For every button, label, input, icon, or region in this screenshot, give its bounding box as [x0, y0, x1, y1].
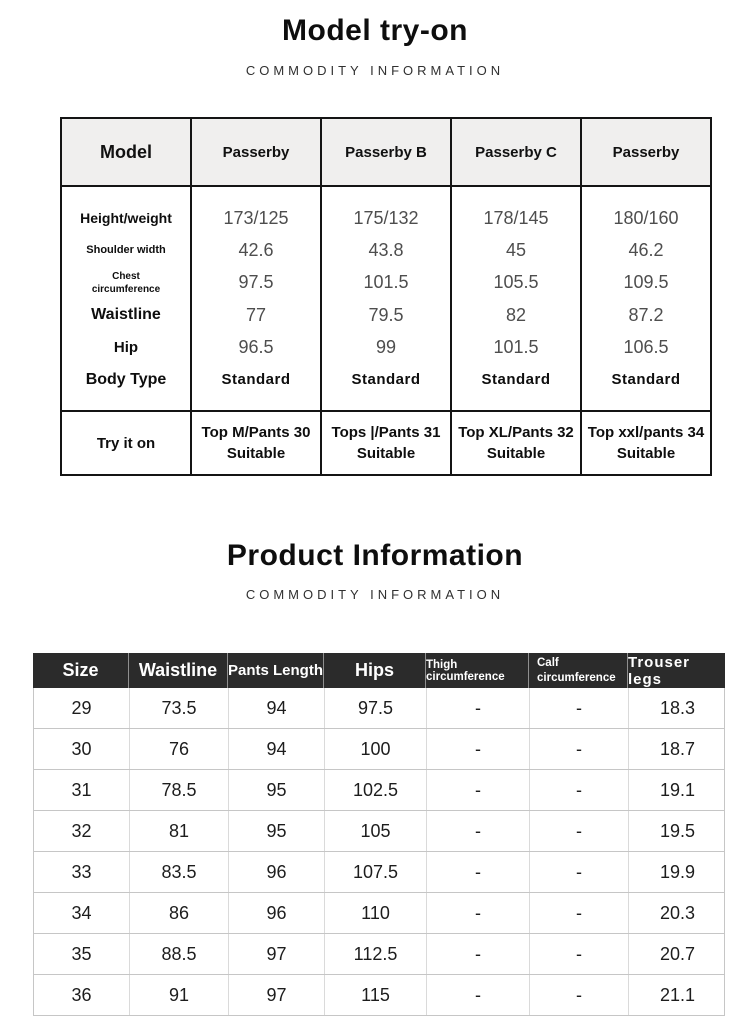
size-table-cell: 32 — [71, 820, 92, 841]
model-row-label: Hip — [113, 338, 139, 356]
size-table-cell: - — [426, 811, 529, 851]
size-table-cell: - — [426, 975, 529, 1015]
model-tryon-table-header — [62, 119, 710, 185]
model-value: 99 — [375, 336, 397, 357]
tryon-value-line: Top XL/Pants 32 — [458, 424, 574, 441]
tryon-value-cell — [450, 412, 580, 474]
size-table-cell: - — [529, 975, 628, 1015]
size-table-cell: 33 — [71, 861, 92, 882]
size-table-cell: 19.5 — [628, 811, 726, 851]
model-value: 105.5 — [493, 272, 539, 293]
size-table-cell: - — [529, 934, 628, 974]
model-value: 87.2 — [628, 304, 664, 325]
size-table-cell: 73.5 — [129, 688, 228, 728]
size-header-cell: Waistline — [128, 653, 227, 688]
model-header-cell: Passerby C — [450, 119, 580, 185]
size-table-row — [33, 893, 725, 934]
tryon-value-line: Top xxl/pants 34 — [587, 424, 705, 441]
model-row-label: Waistline — [91, 306, 161, 324]
model-value: 45 — [505, 239, 527, 260]
size-table-cell: - — [426, 893, 529, 933]
size-table-cell: 100 — [324, 729, 426, 769]
model-value: 46.2 — [628, 239, 664, 260]
size-table-cell: 115 — [324, 975, 426, 1015]
size-table-cell: 35 — [71, 943, 92, 964]
size-table-cell: - — [426, 770, 529, 810]
model-row-label: Height/weight — [80, 210, 172, 227]
size-table-cell: 19.1 — [628, 770, 726, 810]
size-table-row — [33, 975, 725, 1016]
model-value-column — [450, 187, 580, 410]
tryon-value-cell — [190, 412, 320, 474]
size-table-cell: 21.1 — [628, 975, 726, 1015]
size-table-cell: - — [426, 934, 529, 974]
model-value: 79.5 — [368, 304, 404, 325]
size-table-cell: - — [529, 811, 628, 851]
model-value: 178/145 — [483, 207, 549, 228]
size-table-cell: 86 — [129, 893, 228, 933]
size-table-cell: - — [529, 688, 628, 728]
size-table-cell: 76 — [129, 729, 228, 769]
model-tryon-title: Model try-on — [282, 14, 468, 47]
model-value-column — [580, 187, 710, 410]
size-header-cell: Trouser legs — [627, 653, 725, 688]
tryon-value-line: Suitable — [356, 445, 416, 462]
model-value: 101.5 — [493, 336, 539, 357]
size-chart-table — [33, 653, 725, 1016]
size-table-cell: 105 — [324, 811, 426, 851]
product-info-title: Product Information — [226, 539, 524, 572]
size-table-cell: 81 — [129, 811, 228, 851]
size-table-cell: 20.7 — [628, 934, 726, 974]
size-table-cell: 97 — [228, 975, 324, 1015]
size-table-cell: 95 — [228, 770, 324, 810]
size-table-cell: 94 — [228, 729, 324, 769]
model-label-column — [62, 187, 190, 410]
size-table-cell: 30 — [71, 738, 92, 759]
size-header-cell: Pants Length — [227, 653, 323, 688]
model-row-label: Chest circumference — [91, 270, 161, 295]
size-table-row — [33, 852, 725, 893]
size-table-cell: 78.5 — [129, 770, 228, 810]
size-table-cell: 94 — [228, 688, 324, 728]
model-row-label: Body Type — [85, 370, 167, 388]
size-table-cell: 91 — [129, 975, 228, 1015]
model-header-cell: Passerby — [580, 119, 710, 185]
size-table-row — [33, 729, 725, 770]
size-table-cell: - — [529, 852, 628, 892]
size-table-cell: 18.7 — [628, 729, 726, 769]
size-table-cell: 95 — [228, 811, 324, 851]
tryon-value-line: Top M/Pants 30 — [201, 424, 311, 441]
model-value-column — [190, 187, 320, 410]
model-value: 43.8 — [368, 239, 404, 260]
size-table-cell: 36 — [71, 984, 92, 1005]
size-chart-header — [33, 653, 725, 688]
size-table-cell: 96 — [228, 893, 324, 933]
size-table-row — [33, 688, 725, 729]
size-table-cell: - — [426, 852, 529, 892]
model-value: 109.5 — [623, 272, 669, 293]
size-chart-body — [33, 688, 725, 1016]
size-table-cell: 112.5 — [324, 934, 426, 974]
model-value: 42.6 — [238, 239, 274, 260]
size-table-cell: 83.5 — [129, 852, 228, 892]
model-value: 97.5 — [238, 272, 274, 293]
model-header-cell: Passerby B — [320, 119, 450, 185]
size-table-cell: 34 — [71, 902, 92, 923]
size-table-cell: - — [426, 688, 529, 728]
tryon-row-label: Try it on — [96, 434, 156, 452]
model-tryon-table — [60, 117, 712, 476]
size-table-row — [33, 811, 725, 852]
size-table-cell: 102.5 — [324, 770, 426, 810]
model-value: Standard — [611, 371, 681, 389]
size-table-row — [33, 770, 725, 811]
tryon-value-line: Suitable — [616, 445, 676, 462]
size-table-cell: 31 — [71, 779, 92, 800]
model-row-label: Shoulder width — [86, 244, 166, 257]
tryon-value-line: Tops |/Pants 31 — [331, 424, 441, 441]
model-header-cell: Passerby — [190, 119, 320, 185]
size-table-cell: 97 — [228, 934, 324, 974]
model-value: Standard — [221, 371, 291, 389]
model-header-cell-model: Model — [100, 141, 152, 162]
size-table-cell: 19.9 — [628, 852, 726, 892]
model-value: 77 — [245, 304, 267, 325]
size-header-cell: Thigh circumference — [425, 653, 528, 688]
tryon-value-line: Suitable — [226, 445, 286, 462]
size-table-cell: - — [529, 893, 628, 933]
model-value: Standard — [481, 371, 551, 389]
size-table-cell: 88.5 — [129, 934, 228, 974]
model-value: 106.5 — [623, 336, 669, 357]
tryon-value-cell — [580, 412, 710, 474]
tryon-value-cell — [320, 412, 450, 474]
size-table-cell: 107.5 — [324, 852, 426, 892]
model-value: 175/132 — [353, 207, 419, 228]
tryon-value-line: Suitable — [486, 445, 546, 462]
model-value: 96.5 — [238, 336, 274, 357]
size-table-cell: 96 — [228, 852, 324, 892]
size-table-row — [33, 934, 725, 975]
size-table-cell: - — [529, 729, 628, 769]
size-header-cell: Calf circumference — [528, 653, 627, 688]
model-tryon-table-body — [62, 185, 710, 410]
model-value: 101.5 — [363, 272, 409, 293]
product-info-subtitle: COMMODITY INFORMATION — [245, 587, 505, 602]
size-table-cell: - — [426, 729, 529, 769]
model-value: 82 — [505, 304, 527, 325]
size-table-cell: - — [529, 770, 628, 810]
size-table-cell: 29 — [71, 697, 92, 718]
size-table-cell: 110 — [324, 893, 426, 933]
size-header-cell: Hips — [323, 653, 425, 688]
size-header-cell: Size — [62, 660, 99, 680]
model-value: 180/160 — [613, 207, 679, 228]
model-tryon-subtitle: COMMODITY INFORMATION — [245, 63, 505, 78]
size-table-cell: 20.3 — [628, 893, 726, 933]
model-value: Standard — [351, 371, 421, 389]
size-table-cell: 18.3 — [628, 688, 726, 728]
model-tryon-table-tryon-row — [62, 410, 710, 474]
model-value: 173/125 — [223, 207, 289, 228]
size-table-cell: 97.5 — [324, 688, 426, 728]
model-value-column — [320, 187, 450, 410]
